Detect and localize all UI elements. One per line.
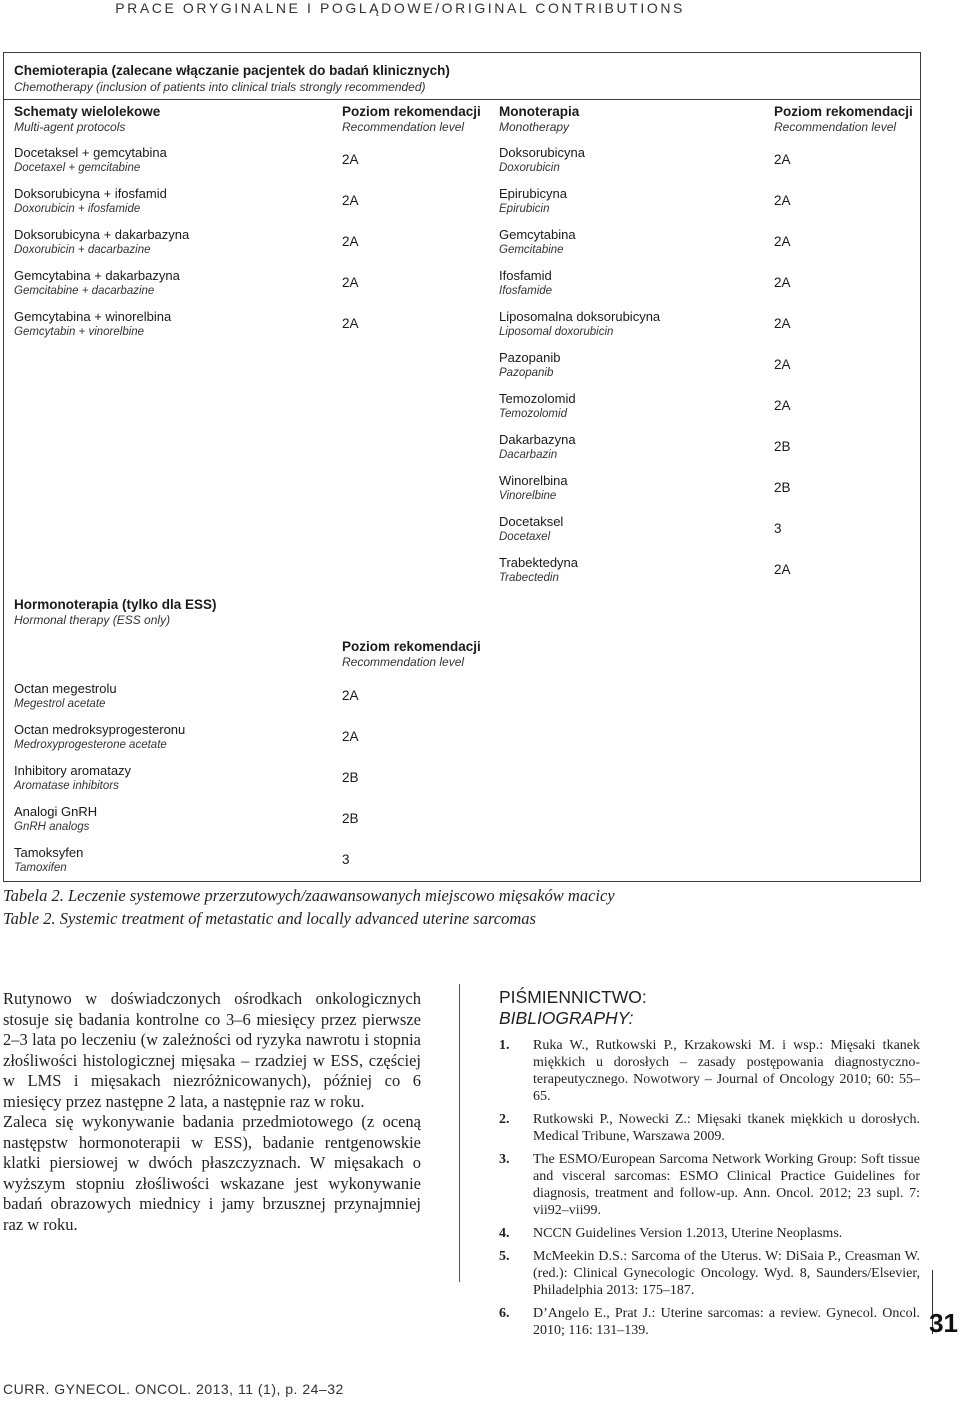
bibliography-title: PIŚMIENNICTWO: [499,987,647,1007]
reference-list [499,1037,920,1345]
monotherapy-row-10 [499,554,578,586]
reference-item [499,1225,920,1242]
table-title-en: Chemotherapy (inclusion of patients into clinical trials strongly recommended) [14,80,426,94]
hormonal-level: 2A [342,688,359,703]
reference-number: 6. [499,1306,510,1321]
monotherapy-name-pl: Dakarbazyna [499,432,576,447]
monotherapy-name-en: Dacarbazin [499,449,558,461]
monotherapy-name-pl: Gemcytabina [499,227,576,242]
hormonal-name-pl: Octan megestrolu [14,681,117,696]
monotherapy-name-pl: Docetaksel [499,514,564,529]
table-2 [3,52,921,882]
monotherapy-row-7 [499,431,576,463]
multi_agent-level: 2A [342,152,359,167]
multi_agent-name-pl: Doksorubicyna + ifosfamid [14,186,167,201]
hormonal-name-pl: Analogi GnRH [14,804,98,819]
monotherapy-row-3 [499,267,552,299]
table-title-pl: Chemioterapia (zalecane włączanie pacjentek do badań klinicznych) [14,63,450,78]
multi_agent-level: 2A [342,193,359,208]
reference-text: Ruka W., Rutkowski P., Krzakowski M. i wsp.: Mięsaki tkanek miękkich u dorosłych – zasady postępowania diagnostyczno-terapeutycznego. Nowotwory – Journal of Oncology 2010; 60: 55–65. [533,1038,920,1104]
multi_agent-name-en: Gemcytabin + vinorelbine [14,326,145,338]
multi_agent-name-pl: Docetaksel + gemcytabina [14,145,167,160]
reference-item [499,1111,920,1145]
monotherapy-name-pl: Doksorubicyna [499,145,585,160]
monotherapy-level: 2B [774,480,791,495]
monotherapy-level: 3 [774,521,782,536]
hormonal-title: Hormonoterapia (tylko dla ESS) Hormonal therapy (ESS only) [14,597,217,627]
reference-text: D’Angelo E., Prat J.: Uterine sarcomas: a review. Gynecol. Oncol. 2010; 116: 131–139. [533,1306,920,1338]
journal-footer: CURR. GYNECOL. ONCOL. 2013, 11 (1), p. 24–32 [3,1381,344,1397]
multi_agent-name-en: Doxorubicin + ifosfamide [14,203,141,215]
caption-en: Table 2. Systemic treatment of metastatic and locally advanced uterine sarcomas [3,909,536,928]
multi_agent-name-pl: Doksorubicyna + dakarbazyna [14,227,190,242]
monotherapy-level: 2A [774,193,791,208]
column-divider [459,984,460,1282]
hormonal-row-3 [14,803,97,835]
monotherapy-name-en: Docetaxel [499,531,551,543]
monotherapy-level: 2A [774,275,791,290]
monotherapy-row-2 [499,226,576,258]
multi_agent-level: 2A [342,234,359,249]
multi_agent-level: 2A [342,316,359,331]
reference-text: NCCN Guidelines Version 1.2013, Uterine Neoplasms. [533,1226,843,1241]
monotherapy-level: 2A [774,562,791,577]
hormonal-name-en: Aromatase inhibitors [14,780,119,792]
reference-number: 5. [499,1249,510,1264]
hormonal-row-4 [14,844,83,876]
multi_agent-name-en: Gemcitabine + dacarbazine [14,285,155,297]
monotherapy-name-en: Liposomal doxorubicin [499,326,614,338]
hormonal-level: 2B [342,770,359,785]
page-number: 31 [929,1308,958,1338]
monotherapy-name-pl: Ifosfamid [499,268,552,283]
reference-item [499,1305,920,1339]
monotherapy-name-pl: Epirubicyna [499,186,567,201]
level-header-hormonal: Poziom rekomendacji Recommendation level [342,639,481,669]
reference-text: McMeekin D.S.: Sarcoma of the Uterus. W: DiSaia P., Creasman W. (red.): Clinical Gynecologic Oncology. Wyd. 8, Saunders/Elsevier, Philadelphia 2013: 175–187. [533,1249,920,1298]
running-header: PRACE ORYGINALNE I POGLĄDOWE/ORIGINAL CONTRIBUTIONS [115,0,685,16]
hormonal-name-en: Medroxyprogesterone acetate [14,739,167,751]
monotherapy-name-pl: Winorelbina [499,473,568,488]
hormonal-name-en: Tamoxifen [14,862,67,874]
reference-text: The ESMO/European Sarcoma Network Working Group: Soft tissue and visceral sarcomas: ESMO Clinical Practice Guidelines for diagnosis, treatment and follow-up. Ann. Oncol. 2012; 23 supl. 7: vii92–vii99. [533,1152,920,1218]
multi_agent-name-pl: Gemcytabina + dakarbazyna [14,268,180,283]
hormonal-name-pl: Inhibitory aromatazy [14,763,132,778]
reference-number: 3. [499,1152,510,1167]
level-header-multi: Poziom rekomendacji Recommendation level [342,104,481,134]
hormonal-row-0 [14,680,117,712]
monotherapy-name-en: Gemcitabine [499,244,564,256]
multi_agent-row-0 [14,144,167,176]
monotherapy-name-pl: Liposomalna doksorubicyna [499,309,661,324]
bibliography-subtitle: BIBLIOGRAPHY: [499,1008,634,1028]
reference-number: 4. [499,1226,510,1241]
multi_agent-name-en: Doxorubicin + dacarbazine [14,244,151,256]
reference-item [499,1151,920,1219]
hormonal-level: 2A [342,729,359,744]
multi_agent-row-3 [14,267,180,299]
hormonal-level: 3 [342,852,350,867]
reference-item [499,1248,920,1299]
monotherapy-row-4 [499,308,660,340]
multi_agent-row-4 [14,308,171,340]
monotherapy-name-pl: Temozolomid [499,391,576,406]
monotherapy-level: 2A [774,152,791,167]
multi_agent-name-en: Docetaxel + gemcitabine [14,162,141,174]
monotherapy-level: 2B [774,439,791,454]
hormonal-name-en: GnRH analogs [14,821,90,833]
monotherapy-row-8 [499,472,568,504]
monotherapy-name-en: Doxorubicin [499,162,560,174]
multi_agent-name-pl: Gemcytabina + winorelbina [14,309,172,324]
hormonal-row-1 [14,721,185,753]
monotherapy-row-1 [499,185,567,217]
hormonal-name-en: Megestrol acetate [14,698,106,710]
monotherapy-name-en: Ifosfamide [499,285,553,297]
reference-number: 2. [499,1112,510,1127]
body-paragraph-1: Rutynowo w doświadczonych ośrodkach onkologicznych stosuje się badania kontrolne co 3–6 miesięcy przez pierwsze 2–3 lata po leczeniu (w zależności od ryzyka nawrotu i stopnia złośliwości histologicznej mięsaka – rzadziej w ESS, częściej w LMS i mięsakach niezróżnicowanych), później co 6 miesięcy przez następne 2 lata, a następnie raz w roku. [3,989,421,1111]
monotherapy-row-5 [499,349,560,381]
hormonal-name-pl: Tamoksyfen [14,845,84,860]
level-header-mono: Poziom rekomendacji Recommendation level [774,104,913,134]
monotherapy-name-en: Trabectedin [499,572,559,584]
monotherapy-row-0 [499,144,585,176]
monotherapy-level: 2A [774,316,791,331]
hormonal-level: 2B [342,811,359,826]
reference-text: Rutkowski P., Nowecki Z.: Mięsaki tkanek miękkich u dorosłych. Medical Tribune, Warszawa 2009. [533,1112,920,1144]
monotherapy-level: 2A [774,398,791,413]
monotherapy-row-9 [499,513,563,545]
monotherapy-name-pl: Pazopanib [499,350,561,365]
multi-agent-header: Schematy wielolekowe Multi-agent protocols [14,104,161,134]
monotherapy-header: Monoterapia Monotherapy [499,104,580,134]
monotherapy-level: 2A [774,357,791,372]
monotherapy-name-en: Epirubicin [499,203,550,215]
monotherapy-row-6 [499,390,576,422]
reference-item [499,1037,920,1105]
table-divider [4,99,920,100]
monotherapy-name-en: Vinorelbine [499,490,557,502]
monotherapy-name-en: Temozolomid [499,408,567,420]
monotherapy-level: 2A [774,234,791,249]
body-paragraph-2: Zaleca się wykonywanie badania przedmiotowego (z oceną następstw hormonoterapii w ESS), badanie rentgenowskie klatki piersiowej w dwóch płaszczyznach. W mięsakach o wyższym stopniu złośliwości wskazane jest wykonywanie badań obrazowych miednicy i jamy brzusznej przynajmniej raz w roku. [3,1112,421,1234]
multi_agent-row-2 [14,226,189,258]
body-text [3,989,421,1235]
caption-pl: Tabela 2. Leczenie systemowe przerzutowych/zaawansowanych miejscowo mięsaków macicy [3,886,615,905]
reference-number: 1. [499,1038,510,1053]
multi_agent-row-1 [14,185,167,217]
hormonal-name-pl: Octan medroksyprogesteronu [14,722,186,737]
hormonal-row-2 [14,762,131,794]
monotherapy-name-pl: Trabektedyna [499,555,579,570]
multi_agent-level: 2A [342,275,359,290]
monotherapy-name-en: Pazopanib [499,367,554,379]
